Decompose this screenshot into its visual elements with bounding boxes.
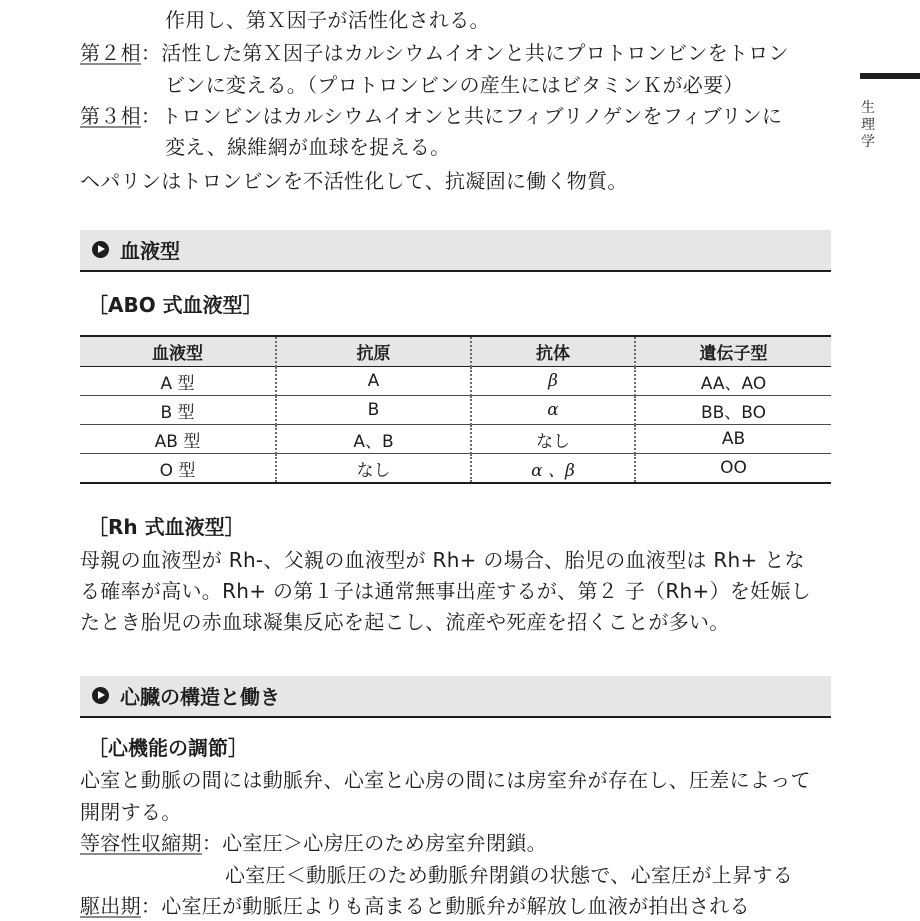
table-header-cell: 遺伝子型 (635, 336, 831, 367)
table-row (80, 396, 831, 425)
table-header-cell: 抗体 (471, 336, 635, 367)
phase2-text: ：活性した第Ｘ因子はカルシウムイオンと共にプロトロンビンをトロン (140, 41, 789, 65)
table-cell: β (471, 367, 635, 396)
play-circle-icon (92, 687, 109, 704)
heart-intro-line: 心室と動脈の間には動脈弁、心室と心房の間には房室弁が存在し、圧差によって (80, 768, 811, 792)
isovolumic-line1 (80, 828, 547, 858)
table-cell: B 型 (80, 396, 276, 425)
table-cell: AB (635, 425, 831, 454)
isovolumic-text: ：心室圧＞心房圧のため房室弁閉鎖。 (201, 831, 547, 855)
abo-heading: ［ABO 式血液型］ (88, 293, 263, 317)
phase3-text: ：トロンビンはカルシウムイオンと共にフィブリノゲンをフィブリンに (140, 104, 783, 128)
play-circle-icon (92, 241, 109, 258)
table-cell: AA、AO (635, 367, 831, 396)
rh-text-line: 母親の血液型が Rh-、父親の血液型が Rh+ の場合、胎児の血液型は Rh+ とな (80, 548, 805, 572)
table-cell: α (471, 396, 635, 425)
table-row (80, 454, 831, 484)
section-header-heart (80, 676, 831, 718)
table-cell: B (276, 396, 471, 425)
coag-phase2-line2: ビンに変える。（プロトロンビンの産生にはビタミンＫが必要） (165, 73, 744, 97)
ejection-line (80, 891, 750, 921)
side-tab-rule (860, 73, 920, 79)
isovolumic-label: 等容性収縮期 (80, 831, 202, 855)
side-tab-char: 学 (861, 134, 875, 150)
table-cell: なし (276, 454, 471, 484)
coag-phase1-continuation: 作用し、第Ｘ因子が活性化される。 (165, 8, 490, 32)
section-title: 血液型 (120, 239, 180, 263)
coag-phase2-line1 (80, 38, 789, 68)
coag-phase3-line1 (80, 101, 782, 131)
isovolumic-line2: 心室圧＜動脈圧のため動脈弁閉鎖の状態で、心室圧が上昇する (225, 863, 793, 887)
rh-heading: ［Rh 式血液型］ (88, 515, 245, 539)
table-cell: A (276, 367, 471, 396)
heart-function-heading: ［心機能の調節］ (88, 736, 248, 760)
ejection-text: ：心室圧が動脈圧よりも高まると動脈弁が解放し血液が拍出される (140, 894, 750, 918)
table-header-row (80, 336, 831, 367)
section-header-blood-type (80, 230, 831, 272)
table-row (80, 367, 831, 396)
side-tab-char: 生 (861, 100, 875, 116)
coag-phase3-line2: 変え、線維網が血球を捉える。 (165, 135, 451, 159)
table-cell: A 型 (80, 367, 276, 396)
heparin-note: ヘパリンはトロンビンを不活性化して、抗凝固に働く物質。 (80, 169, 628, 193)
table-cell: α 、β (471, 454, 635, 484)
heart-intro-line: 開閉する。 (80, 800, 182, 824)
table-cell: BB、BO (635, 396, 831, 425)
table-header-cell: 抗原 (276, 336, 471, 367)
table-cell: なし (471, 425, 635, 454)
rh-text-line: る確率が高い。Rh+ の第１子は通常無事出産するが、第２ 子（Rh+）を妊娠し (80, 579, 812, 603)
abo-table (80, 335, 831, 484)
table-row (80, 425, 831, 454)
phase2-label: 第２相 (80, 41, 141, 65)
side-tab-char: 理 (861, 117, 875, 133)
table-header-cell: 血液型 (80, 336, 276, 367)
table-cell: O 型 (80, 454, 276, 484)
rh-text-line: たとき胎児の赤血球凝集反応を起こし、流産や死産を招くことが多い。 (80, 610, 730, 634)
table-cell: OO (635, 454, 831, 484)
table-cell: A、B (276, 425, 471, 454)
ejection-label: 駆出期 (80, 894, 141, 918)
phase3-label: 第３相 (80, 104, 141, 128)
section-title: 心臓の構造と働き (120, 685, 280, 709)
table-cell: AB 型 (80, 425, 276, 454)
side-tab-label (860, 100, 876, 151)
